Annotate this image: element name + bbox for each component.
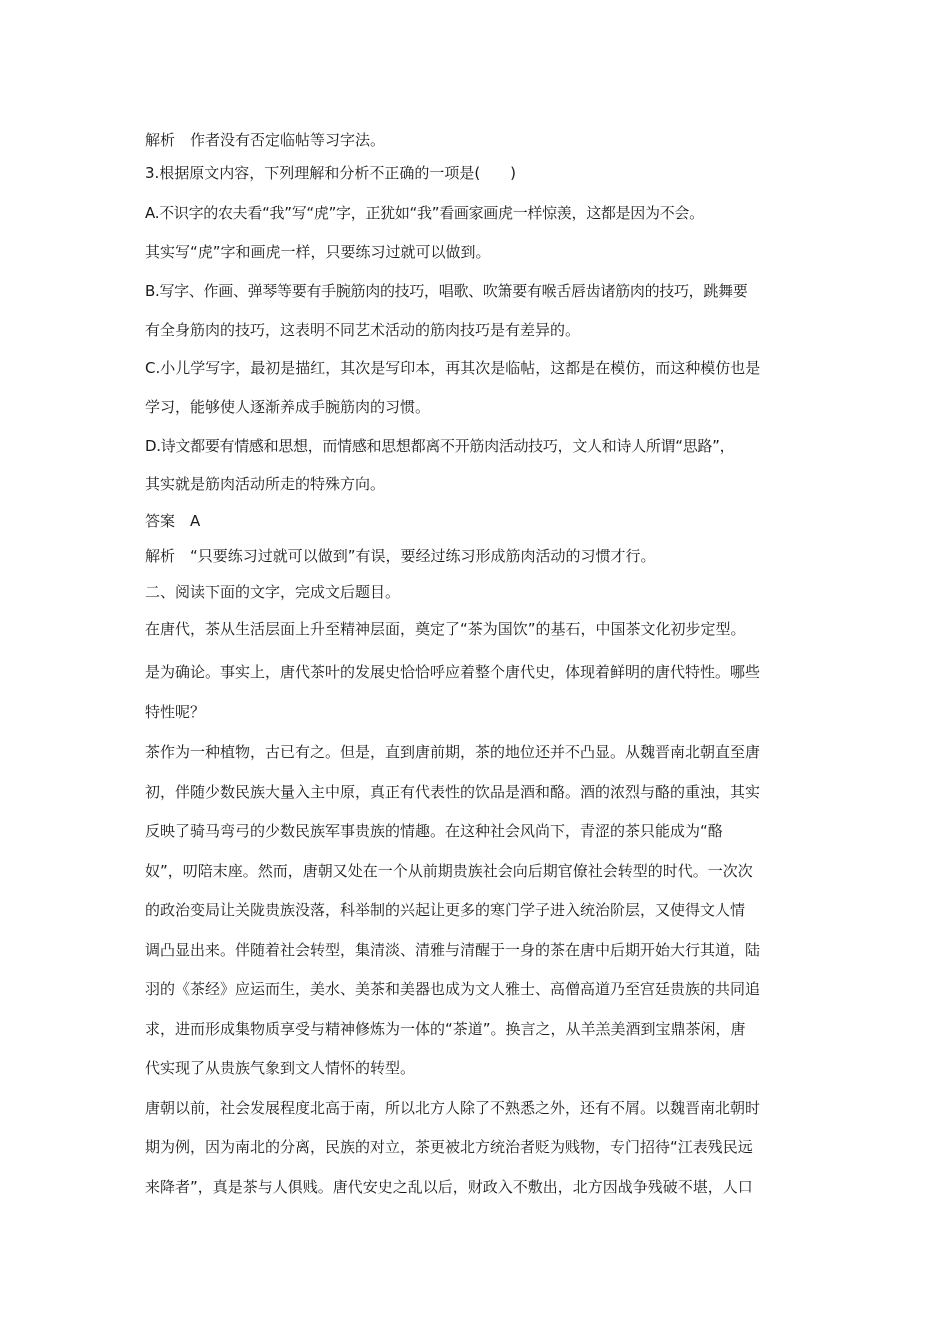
passage-line: 在唐代，茶从生活层面上升至精神层面，奠定了“茶为国饮”的基石，中国茶文化初步定型。 — [145, 620, 746, 638]
passage-line: 特性呢？ — [145, 703, 206, 721]
option-d-line-1: D.诗文都要有情感和思想，而情感和思想都离不开筋肉活动技巧，文人和诗人所谓“思路”， — [145, 437, 735, 455]
passage-line: 茶作为一种植物，古已有之。但是，直到唐前期，茶的地位还并不凸显。从魏晋南北朝直至唐 — [145, 743, 761, 761]
passage-line: 初，伴随少数民族大量入主中原，真正有代表性的饮品是酒和酪。酒的浓烈与酪的重浊，其实 — [145, 783, 761, 801]
option-b-line-1: B.写字、作画、弹琴等要有手腕筋肉的技巧，唱歌、吹箫要有喉舌唇齿诸筋肉的技巧，跳舞要 — [145, 282, 748, 300]
option-a-line-1: A.不识字的农夫看“我”写“虎”字，正犹如“我”看画家画虎一样惊羡，这都是因为不会。 — [145, 204, 704, 222]
analysis-line-2: 解析 “只要练习过就可以做到”有误，要经过练习形成筋肉活动的习惯才行。 — [145, 547, 656, 565]
option-b-line-2: 有全身筋肉的技巧，这表明不同艺术活动的筋肉技巧是有差异的。 — [145, 321, 581, 339]
answer-line: 答案 A — [145, 512, 201, 530]
analysis-line-1: 解析 作者没有否定临帖等习字法。 — [145, 131, 386, 149]
passage-line: 羽的《茶经》应运而生，美水、美茶和美器也成为文人雅士、高僧高道乃至宫廷贵族的共同追 — [145, 980, 761, 998]
passage-line: 是为确论。事实上，唐代茶叶的发展史恰恰呼应着整个唐代史，体现着鲜明的唐代特性。哪些 — [145, 663, 761, 681]
question-3: 3.根据原文内容，下列理解和分析不正确的一项是( ) — [145, 164, 517, 182]
passage-line: 期为例，因为南北的分离，民族的对立，茶更被北方统治者贬为贱物，专门招待“江表残民远 — [145, 1138, 753, 1156]
passage-line: 反映了骑马弯弓的少数民族军事贵族的情趣。在这种社会风尚下，青涩的茶只能成为“酪 — [145, 822, 723, 840]
passage-line: 唐朝以前，社会发展程度北高于南，所以北方人除了不熟悉之外，还有不屑。以魏晋南北朝时 — [145, 1099, 761, 1117]
option-d-line-2: 其实就是筋肉活动所走的特殊方向。 — [145, 475, 386, 493]
passage-line: 求，进而形成集物质享受与精神修炼为一体的“茶道”。换言之，从羊羔美酒到宝鼎茶闲，唐 — [145, 1020, 746, 1038]
section-heading: 二、阅读下面的文字，完成文后题目。 — [145, 583, 401, 601]
passage-line: 代实现了从贵族气象到文人情怀的转型。 — [145, 1059, 416, 1077]
passage-line: 的政治变局让关陇贵族没落，科举制的兴起让更多的寒门学子进入统治阶层，又使得文人情 — [145, 901, 746, 919]
option-a-line-2: 其实写“虎”字和画虎一样，只要练习过就可以做到。 — [145, 243, 491, 261]
passage-line: 来降者”，真是茶与人俱贱。唐代安史之乱以后，财政入不敷出，北方因战争残破不堪，人口 — [145, 1178, 753, 1196]
passage-line: 调凸显出来。伴随着社会转型，集清淡、清雅与清醒于一身的茶在唐中后期开始大行其道，陆 — [145, 941, 761, 959]
passage-line: 奴”，叨陪末座。然而，唐朝又处在一个从前期贵族社会向后期官僚社会转型的时代。一次次 — [145, 862, 753, 880]
option-c-line-1: C.小儿学写字，最初是描红，其次是写印本，再其次是临帖，这都是在模仿，而这种模仿也是 — [145, 359, 761, 377]
option-c-line-2: 学习，能够使人逐渐养成手腕筋肉的习惯。 — [145, 398, 431, 416]
